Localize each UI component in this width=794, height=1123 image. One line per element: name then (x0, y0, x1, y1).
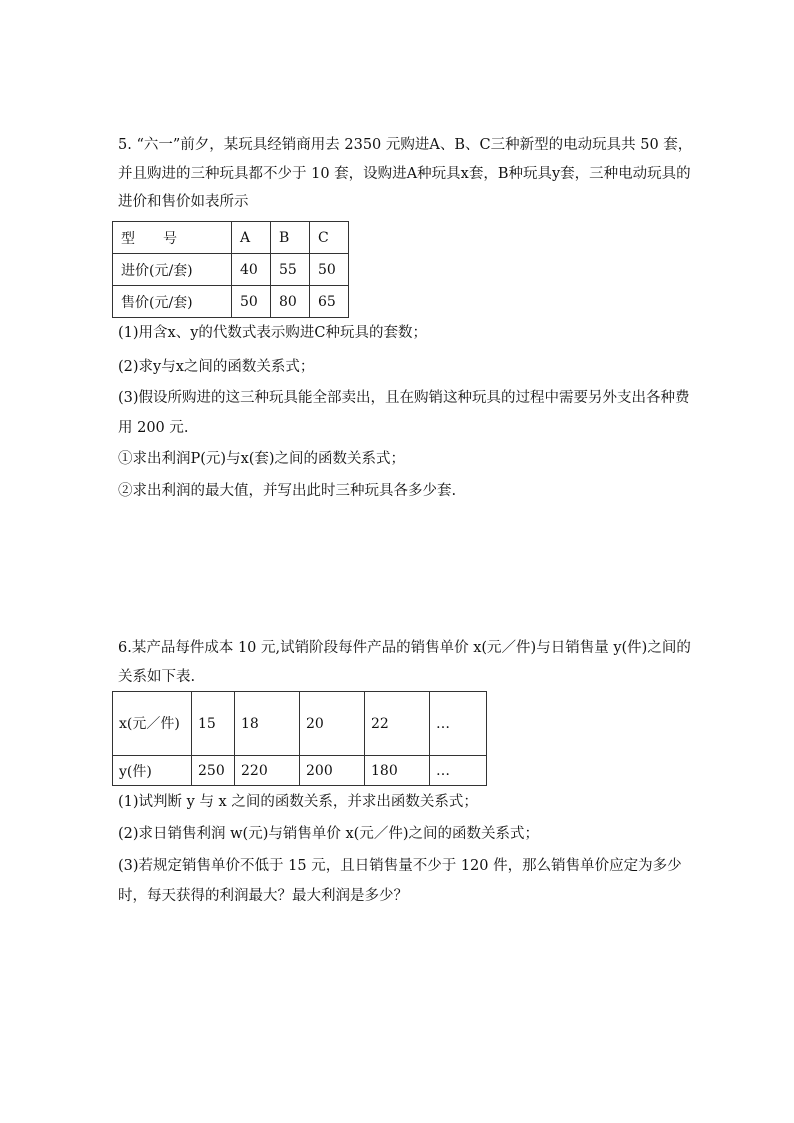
q6-subquestion-1: (1)试判断 y 与 x 之间的函数关系，并求出函数关系式； (118, 794, 478, 810)
q6-subquestion-2: (2)求日销售利润 w(元)与销售单价 x(元／件)之间的函数关系式； (118, 826, 539, 842)
q5-subquestion-2: (2)求y与x之间的函数关系式； (118, 359, 315, 375)
table-cell: … (430, 756, 487, 786)
table-cell: 55 (271, 254, 310, 286)
q5-subquestion-3a: ①求出利润P(元)与x(套)之间的函数关系式； (118, 451, 406, 467)
table-cell: A (232, 222, 271, 254)
table-cell: 型 号 (113, 222, 232, 254)
table-cell: 进价(元/套) (113, 254, 232, 286)
q6-intro: 6.某产品每件成本 10 元,试销阶段每件产品的销售单价 x(元／件)与日销售量 y(件)之间的关系如下表. (118, 640, 691, 685)
table-cell: x(元／件) (113, 692, 192, 756)
table-cell: 200 (300, 756, 365, 786)
q6-sales-table (112, 691, 487, 786)
table-cell: 50 (310, 254, 349, 286)
table-cell: 15 (192, 692, 235, 756)
table-cell: 80 (271, 286, 310, 318)
table-cell: 220 (235, 756, 300, 786)
table-row (113, 756, 487, 786)
q6-subquestion-3: (3)若规定销售单价不低于 15 元，且日销售量不少于 120 件，那么销售单价应定为多少时，每天获得的利润最大？最大利润是多少？ (118, 858, 682, 904)
table-cell: C (310, 222, 349, 254)
table-row (113, 286, 349, 318)
table-cell: 250 (192, 756, 235, 786)
table-cell: y(件) (113, 756, 192, 786)
table-cell: 22 (365, 692, 430, 756)
table-cell: 40 (232, 254, 271, 286)
q5-intro: 5. “六一”前夕，某玩具经销商用去 2350 元购进A、B、C三种新型的电动玩具共 50 套，并且购进的三种玩具都不少于 10 套，设购进A种玩具x套，B种玩具y套，三种电动玩具的进价和售价如表所示 (118, 137, 693, 210)
table-cell: 20 (300, 692, 365, 756)
table-cell: 50 (232, 286, 271, 318)
table-row (113, 692, 487, 756)
table-row (113, 222, 349, 254)
q5-subquestion-3: (3)假设所购进的这三种玩具能全部卖出，且在购销这种玩具的过程中需要另外支出各种费用 200 元. (118, 390, 690, 436)
q5-subquestion-1: (1)用含x、y的代数式表示购进C种玩具的套数； (118, 325, 428, 341)
table-row (113, 254, 349, 286)
table-cell: 65 (310, 286, 349, 318)
q5-price-table (112, 221, 349, 318)
table-cell: 180 (365, 756, 430, 786)
table-cell: 售价(元/套) (113, 286, 232, 318)
q5-subquestion-3b: ②求出利润的最大值，并写出此时三种玩具各多少套. (118, 483, 457, 499)
table-cell: B (271, 222, 310, 254)
table-cell: … (430, 692, 487, 756)
table-cell: 18 (235, 692, 300, 756)
